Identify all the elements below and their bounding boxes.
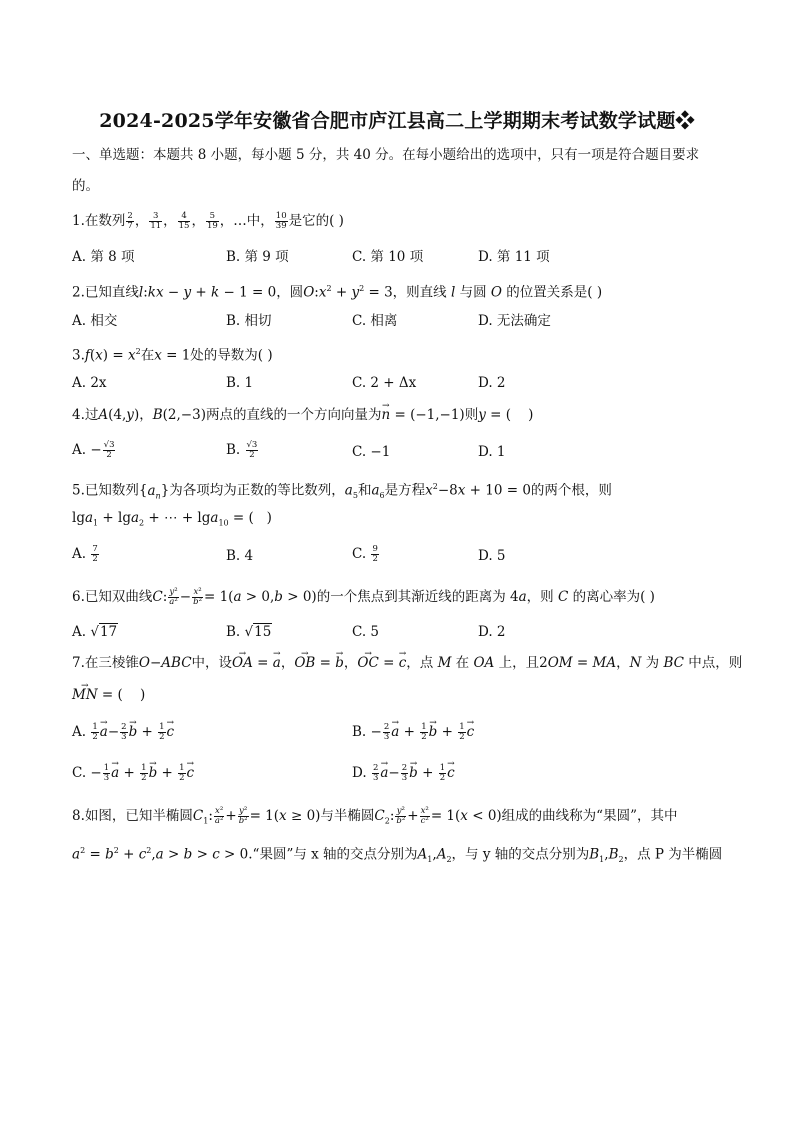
question-1: 1.在数列 $\frac{2}{7}$ ， $\frac{3}{11}$ ， $\frac{4}{15}$ ， $\frac{5}{19}$ ，…中， $\frac{10}{39}$ 是它的( ) bbox=[72, 211, 344, 231]
question-4: 4.过A(4,y)，B(2,−3)两点的直线的一个方向向量为→ n = (−1,−1)则y = ( ) bbox=[72, 405, 533, 425]
question-6: 6.已知双曲线C: $\frac{\text{y²}}{\text{a²}}$ − $\frac{\text{x²}}{\text{b²}}$ = 1(a > 0,b > 0)的一个焦点到其渐近线的距离为 4a，则 C 的离心率为( ) bbox=[72, 587, 655, 607]
q4-option-d: D. 1 bbox=[478, 444, 506, 460]
q2-option-a: A. 相交 bbox=[72, 313, 118, 329]
q7-option-d: D. $\frac{2}{3}$ → a− $\frac{2}{3}$ → b + $\frac{1}{2}$ → c bbox=[352, 763, 455, 783]
q1-option-b: B. 第 9 项 bbox=[226, 249, 289, 265]
page-title: 2024-2025学年安徽省合肥市庐江县高二上学期期末考试数学试题❖ bbox=[99, 110, 695, 132]
q6-option-d: D. 2 bbox=[478, 624, 506, 640]
q7-option-c: C. − $\frac{1}{3}$ → a + $\frac{1}{2}$ → b + $\frac{1}{2}$ → c bbox=[72, 763, 194, 783]
q2-option-b: B. 相切 bbox=[226, 313, 272, 329]
question-5: 5.已知数列$\{a_n\}$为各项均为正数的等比数列，$a_5$和$a_6$是方程$x^2-8x + 10 = 0$的两个根，则 bbox=[72, 482, 612, 501]
q1-option-c: C. 第 10 项 bbox=[352, 249, 424, 265]
q2-option-d: D. 无法确定 bbox=[478, 313, 551, 329]
q3-option-a: A. 2x bbox=[72, 375, 107, 391]
question-8-cont: $a^2 = b^2 + c^2,a > b > c$ > 0.“果圆”与 x 轴的交点分别为$A_1,A_2$，与 y 轴的交点分别为$B_1,B_2$，点 P 为半椭圆 bbox=[72, 846, 723, 865]
q4-option-a: A. − $\frac{√3}{2}$ bbox=[72, 440, 115, 460]
q5-option-d: D. 5 bbox=[478, 548, 506, 564]
q3-option-d: D. 2 bbox=[478, 375, 506, 391]
question-5-cont: lga$_1$ + lga$_2$ + ⋯ + lga$_{10}$ = ( ) bbox=[72, 510, 272, 528]
q5-option-b: B. 4 bbox=[226, 548, 254, 564]
question-2: 2.已知直线l:kx − y + k − 1 = 0，圆$O:x^2 + y^2 = 3$，则直线 l 与圆 O 的位置关系是( ) bbox=[72, 284, 603, 301]
q4-option-b: B. $\frac{√3}{2}$ bbox=[226, 440, 258, 460]
q3-option-b: B. 1 bbox=[226, 375, 254, 391]
q4-option-c: C. −1 bbox=[352, 444, 391, 460]
q5-option-c: C. $\frac{9}{2}$ bbox=[352, 544, 378, 564]
q6-option-b: B. √15 bbox=[226, 624, 272, 640]
q6-option-c: C. 5 bbox=[352, 624, 380, 640]
q5-option-a: A. $\frac{7}{2}$ bbox=[72, 544, 98, 564]
q7-option-b: B. − $\frac{2}{3}$ → a + $\frac{1}{2}$ → b + $\frac{1}{2}$ → c bbox=[352, 722, 474, 742]
section-heading: 一、单选题：本题共 8 小题，每小题 5 分，共 40 分。在每小题给出的选项中，只有一项是符合题目要求 bbox=[72, 147, 700, 163]
q2-option-c: C. 相离 bbox=[352, 313, 398, 329]
q6-option-a: A. √17 bbox=[72, 624, 118, 640]
q3-option-c: C. 2 + Δx bbox=[352, 375, 417, 391]
question-8: 8.如图，已知半椭圆$C_1$: $\frac{\text{x²}}{\text{a²}}$ + $\frac{\text{y²}}{\text{b²}}$ = 1(x ≥ 0)与半椭圆$C_2$: $\frac{\text{y²}}{\text{b²}}$ + $\frac{\text{x²}}{\text{c²}}$ = 1(x < 0)组成的曲线称为“果圆”，其中 bbox=[72, 806, 678, 826]
question-7: 7.在三棱锥O−ABC中，设→ OA = → a，→ OB = → b，→ OC = → c，点 M 在 OA 上，且2OM = MA，N 为 BC 中点，则 bbox=[72, 653, 742, 673]
q1-option-a: A. 第 8 项 bbox=[72, 249, 135, 265]
section-heading-cont: 的。 bbox=[72, 178, 99, 194]
question-3: $3.f(x) = x^2$在x = 1处的导数为( ) bbox=[72, 347, 273, 364]
q7-option-a: A. $\frac{1}{2}$ → a− $\frac{2}{3}$ → b + $\frac{1}{2}$ → c bbox=[72, 722, 174, 742]
question-7-cont: → MN = ( ) bbox=[72, 685, 145, 705]
q1-option-d: D. 第 11 项 bbox=[478, 249, 550, 265]
